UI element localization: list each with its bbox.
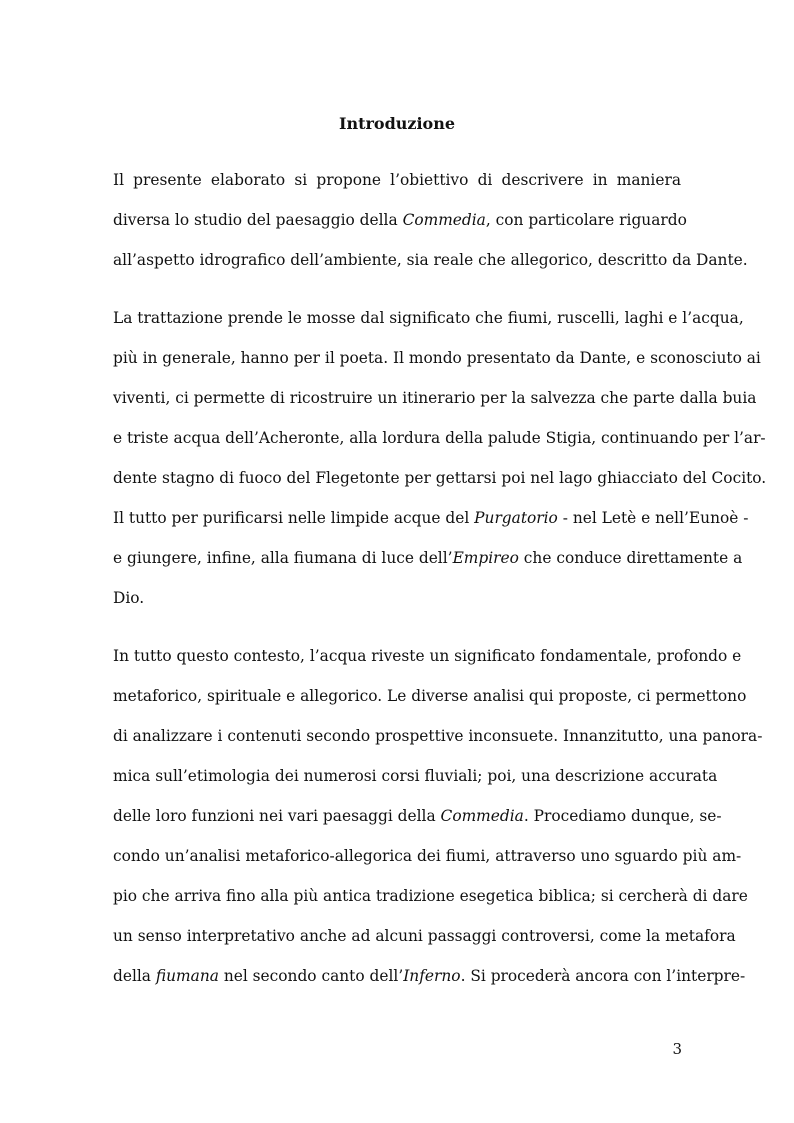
text-line — [113, 716, 763, 756]
text-run: mica sull’etimologia dei numerosi corsi fluviali; poi, una descrizione accurata — [113, 767, 718, 785]
italic-term: Commedia — [402, 211, 486, 229]
text-run: diversa lo studio del paesaggio della — [113, 211, 403, 229]
text-run: condo un’analisi metaforico-allegorica dei fiumi, attraverso uno sguardo più am- — [113, 847, 742, 865]
text-run: . Si procederà ancora con l’interpre- — [460, 967, 746, 985]
text-line — [113, 916, 736, 956]
text-line — [113, 756, 718, 796]
text-run: che conduce direttamente a — [518, 549, 743, 567]
text-line — [113, 418, 766, 458]
page-number: 3 — [672, 1040, 682, 1058]
text-run: . Procediamo dunque, se- — [523, 807, 722, 825]
text-run: delle loro funzioni nei vari paesaggi della — [113, 807, 441, 825]
text-run: pio che arriva fino alla più antica tradizione esegetica biblica; si cercherà di dare — [113, 887, 748, 905]
text-line — [113, 498, 749, 538]
text-line — [113, 538, 743, 578]
text-run: metaforico, spirituale e allegorico. Le diverse analisi qui proposte, ci permettono — [113, 687, 747, 705]
text-run: dente stagno di fuoco del Flegetonte per gettarsi poi nel lago ghiacciato del Cocito. — [113, 469, 767, 487]
italic-term: Purgatorio — [474, 509, 558, 527]
body-text — [113, 160, 767, 1014]
italic-term: Commedia — [440, 807, 524, 825]
italic-term: Inferno — [403, 967, 461, 985]
text-run: un senso interpretativo anche ad alcuni passaggi controversi, come la metafora — [113, 927, 736, 945]
text-run: Dio. — [113, 589, 145, 607]
text-run: nel secondo canto dell’ — [218, 967, 404, 985]
text-run: all’aspetto idrografico dell’ambiente, sia reale che allegorico, descritto da Dante. — [113, 251, 748, 269]
text-line — [113, 956, 746, 996]
text-run: - nel Letè e nell’Eunoè - — [557, 509, 749, 527]
text-line — [113, 836, 742, 876]
italic-term: fiumana — [155, 967, 219, 985]
text-line — [113, 200, 687, 240]
page-title: Introduzione — [338, 114, 456, 133]
text-line — [113, 636, 742, 676]
text-line — [113, 876, 748, 916]
text-line — [113, 458, 767, 498]
text-run: Il presente elaborato si propone l’obiettivo di descrivere in maniera — [113, 171, 681, 189]
text-run: e giungere, infine, alla fiumana di luce dell’ — [113, 549, 453, 567]
text-run: e triste acqua dell’Acheronte, alla lordura della palude Stigia, continuando per l’ar- — [113, 429, 766, 447]
text-run: più in generale, hanno per il poeta. Il mondo presentato da Dante, e sconosciuto ai — [113, 349, 761, 367]
text-line — [113, 676, 747, 716]
paragraph — [113, 160, 748, 280]
text-line — [113, 796, 722, 836]
text-run: Il tutto per purificarsi nelle limpide acque del — [113, 509, 475, 527]
text-run: In tutto questo contesto, l’acqua riveste un significato fondamentale, profondo e — [113, 647, 742, 665]
paragraph — [113, 636, 763, 996]
text-line — [113, 298, 744, 338]
italic-term: Empireo — [452, 549, 519, 567]
text-line — [113, 160, 681, 200]
text-run: La trattazione prende le mosse dal significato che fiumi, ruscelli, laghi e l’acqua, — [113, 309, 744, 327]
text-run: viventi, ci permette di ricostruire un itinerario per la salvezza che parte dalla buia — [113, 389, 757, 407]
text-run: di analizzare i contenuti secondo prospettive inconsuete. Innanzitutto, una panora- — [113, 727, 763, 745]
text-line — [113, 240, 748, 280]
text-run: della — [113, 967, 156, 985]
text-line — [113, 378, 757, 418]
paragraph — [113, 298, 767, 618]
text-line — [113, 578, 681, 618]
text-line — [113, 338, 761, 378]
text-run: , con particolare riguardo — [485, 211, 687, 229]
